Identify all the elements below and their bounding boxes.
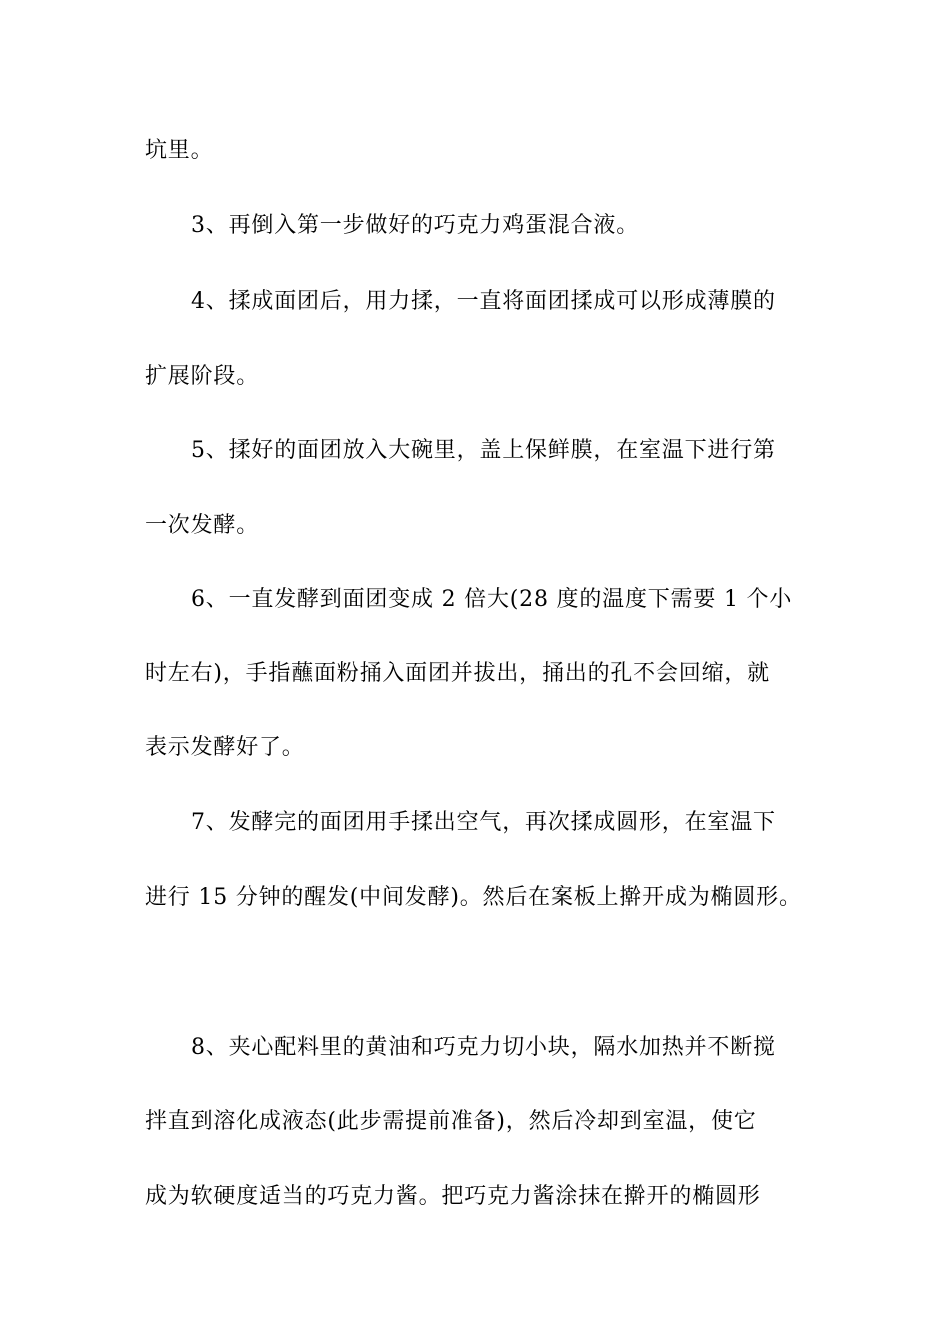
- step-3-line: 3、再倒入第一步做好的巧克力鸡蛋混合液。: [191, 213, 639, 238]
- text-line: 拌直到溶化成液态(此步需提前准备)，然后冷却到室温，使它: [145, 1109, 757, 1134]
- step-4-line: 4、揉成面团后，用力揉，一直将面团揉成可以形成薄膜的: [191, 289, 776, 314]
- text-line: 时左右)，手指蘸面粉捅入面团并拔出，捅出的孔不会回缩，就: [145, 661, 770, 686]
- text-line: 成为软硬度适当的巧克力酱。把巧克力酱涂抹在擀开的椭圆形: [145, 1184, 761, 1209]
- step-7-line: 7、发酵完的面团用手揉出空气，再次揉成圆形，在室温下: [191, 810, 776, 835]
- text-line: 扩展阶段。: [145, 364, 260, 389]
- step-5-line: 5、揉好的面团放入大碗里，盖上保鲜膜，在室温下进行第: [191, 438, 776, 463]
- step-8-line: 8、夹心配料里的黄油和巧克力切小块，隔水加热并不断搅: [191, 1035, 776, 1060]
- text-line: 一次发酵。: [145, 513, 260, 538]
- text-line: 进行 15 分钟的醒发(中间发酵)。然后在案板上擀开成为椭圆形。: [145, 885, 802, 910]
- text-line: 坑里。: [145, 138, 214, 163]
- text-line: 表示发酵好了。: [145, 735, 305, 760]
- step-6-line: 6、一直发酵到面团变成 2 倍大(28 度的温度下需要 1 个小: [191, 587, 793, 612]
